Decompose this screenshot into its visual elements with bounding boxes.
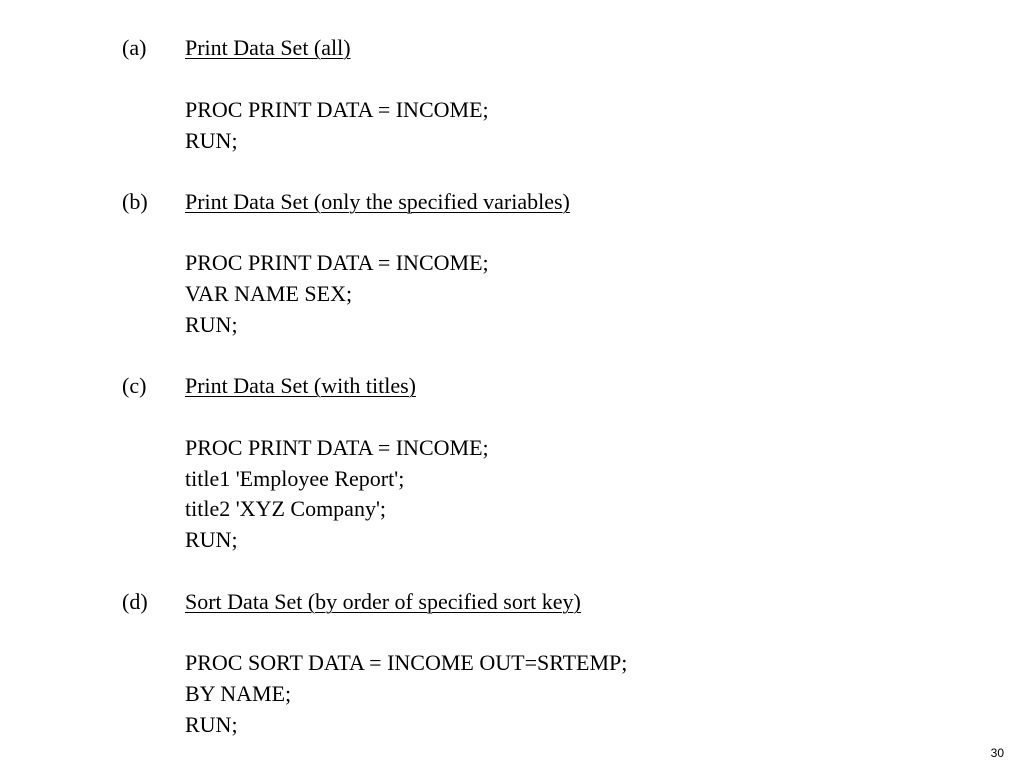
section-d-code-line-3: RUN; [185, 712, 238, 737]
section-c-heading: Print Data Set (with titles) [185, 373, 416, 398]
section-c-code-line-2: title1 'Employee Report'; [185, 466, 405, 491]
section-c-code-line-1: PROC PRINT DATA = INCOME; [185, 435, 489, 460]
section-c-label: (c) [122, 373, 147, 398]
section-b-code-line-2: VAR NAME SEX; [185, 281, 353, 306]
section-d-code-line-1: PROC SORT DATA = INCOME OUT=SRTEMP; [185, 650, 628, 675]
section-d-label: (d) [122, 589, 148, 614]
section-b-heading: Print Data Set (only the specified variables) [185, 189, 570, 214]
section-a-code-line-2: RUN; [185, 128, 238, 153]
section-d-heading: Sort Data Set (by order of specified sort key) [185, 589, 581, 614]
section-a-code-line-1: PROC PRINT DATA = INCOME; [185, 97, 489, 122]
page-number: 30 [990, 746, 1004, 760]
section-d-code-line-2: BY NAME; [185, 681, 292, 706]
section-b-code-line-3: RUN; [185, 312, 238, 337]
section-a-heading: Print Data Set (all) [185, 35, 351, 60]
section-b-code-line-1: PROC PRINT DATA = INCOME; [185, 250, 489, 275]
section-a-label: (a) [122, 35, 147, 60]
section-b-label: (b) [122, 189, 148, 214]
section-c-code-line-3: title2 'XYZ Company'; [185, 496, 387, 521]
section-c-code-line-4: RUN; [185, 527, 238, 552]
